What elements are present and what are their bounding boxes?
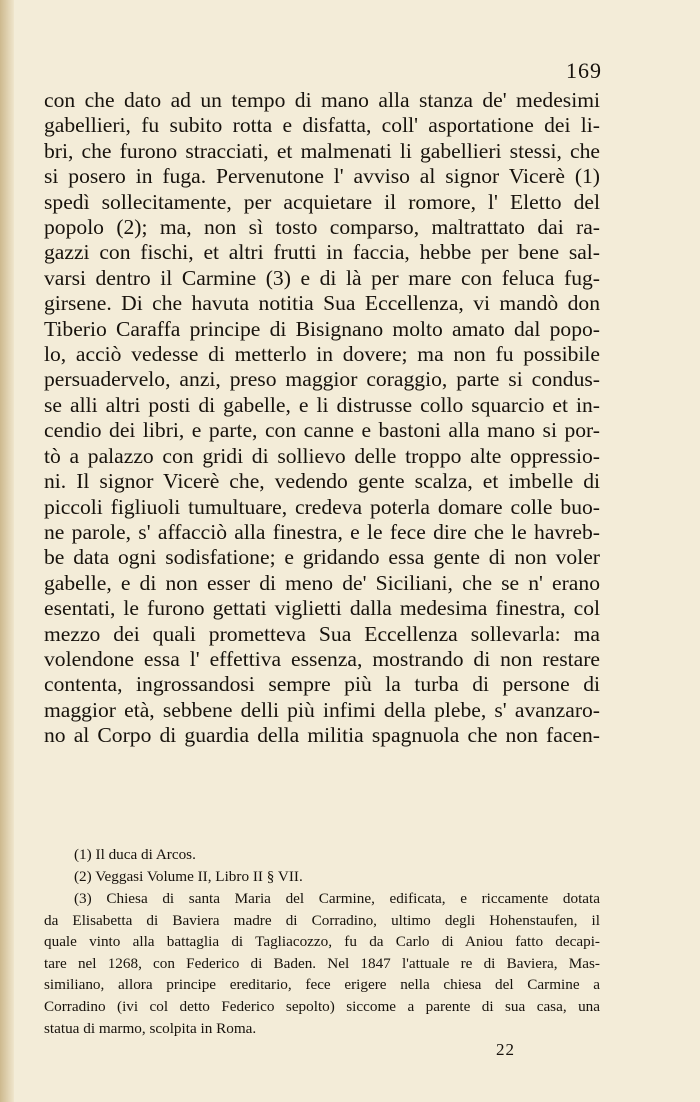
text-line: gabellieri, fu subito rotta e disfatta, coll' asportatione dei li- xyxy=(44,113,600,138)
footnote-3-line: statua di marmo, scolpita in Roma. xyxy=(44,1019,257,1037)
text-line: ni. Il signor Vicerè che, vedendo gente scalza, et imbelle di xyxy=(44,469,600,494)
footnote-1: (1) Il duca di Arcos. xyxy=(74,846,196,863)
text-line: con che dato ad un tempo di mano alla stanza de' medesimi xyxy=(44,88,600,112)
text-line: Tiberio Caraffa principe di Bisignano molto amato dal popo- xyxy=(44,316,600,341)
footnote-3-line: da Elisabetta di Baviera madre di Corradino, ultimo degli Hohenstaufen, il xyxy=(44,911,600,929)
text-line: maggior età, sebbene delli più infimi della plebe, s' avanzaro- xyxy=(44,697,600,722)
text-line: mezzo dei quali prometteva Sua Eccellenza sollevarla: ma xyxy=(44,621,600,646)
text-line: ne parole, s' affacciò alla finestra, e le fece dire che le havreb- xyxy=(44,519,600,544)
footnotes xyxy=(44,844,600,1039)
text-line: no al Corpo di guardia della militia spagnuola che non facen- xyxy=(44,723,600,748)
text-line: popolo (2); ma, non sì tosto comparso, maltrattato dai ra- xyxy=(44,215,600,240)
text-line: piccoli figliuoli tumultuare, credeva poterla domare colle buo- xyxy=(44,494,600,519)
footnote-3-line: tare nel 1268, con Federico di Baden. Nel 1847 l'attuale re di Baviera, Mas- xyxy=(44,954,600,972)
text-line: volendone essa l' effettiva essenza, mostrando di non restare xyxy=(44,646,600,671)
text-line: lo, acciò vedesse di metterlo in dovere; ma non fu possibile xyxy=(44,342,600,367)
body-text xyxy=(44,88,600,749)
text-line: persuadervelo, anzi, preso maggior coraggio, parte si condus- xyxy=(44,367,600,392)
footnote-3-line: (3) Chiesa di santa Maria del Carmine, edificata, e riccamente dotata xyxy=(74,890,600,907)
text-line: be data ogni sodisfatione; e gridando essa gente di non voler xyxy=(44,545,600,570)
footnote-3-line: similiano, allora principe ereditario, fece erigere nella chiesa del Carmine a xyxy=(44,976,600,994)
text-line: girsene. Di che havuta notitia Sua Eccellenza, vi mandò don xyxy=(44,291,600,316)
text-line: contenta, ingrossandosi sempre più la turba di persone di xyxy=(44,672,600,697)
footnote-3-line: quale vinto alla battaglia di Tagliacozzo, fu da Carlo di Aniou fatto decapi- xyxy=(44,933,600,951)
footnote-3-line: Corradino (ivi col detto Federico sepolto) siccome a parente di sua casa, una xyxy=(44,997,600,1015)
text-line: varsi dentro il Carmine (3) e di là per mare con feluca fug- xyxy=(44,265,600,290)
footnote-2: (2) Veggasi Volume II, Libro II § VII. xyxy=(74,868,303,885)
text-line: spedì sollecitamente, per acquietare il romore, l' Eletto del xyxy=(44,189,600,214)
text-line: esentati, le furono gettati viglietti dalla medesima finestra, col xyxy=(44,596,600,621)
text-line: se alli altri posti di gabelle, e li distrusse collo squarcio et in- xyxy=(44,392,600,417)
text-line: cendio dei libri, e parte, con canne e bastoni alla mano si por- xyxy=(44,418,600,443)
text-line: gazzi con fischi, et altri frutti in faccia, hebbe per bene sal- xyxy=(44,240,600,265)
page-gutter-shadow xyxy=(0,0,14,1102)
signature-mark: 22 xyxy=(496,1040,515,1059)
page-number: 169 xyxy=(566,58,602,83)
text-line: bri, che furono stracciati, et malmenati li gabellieri stessi, che xyxy=(44,138,600,163)
text-line: tò a palazzo con gridi di sollievo delle troppo alte oppressio- xyxy=(44,443,600,468)
text-line: si posero in fuga. Pervenutone l' avviso al signor Vicerè (1) xyxy=(44,164,600,189)
text-line: gabelle, e di non esser di meno de' Siciliani, che se n' erano xyxy=(44,570,600,595)
